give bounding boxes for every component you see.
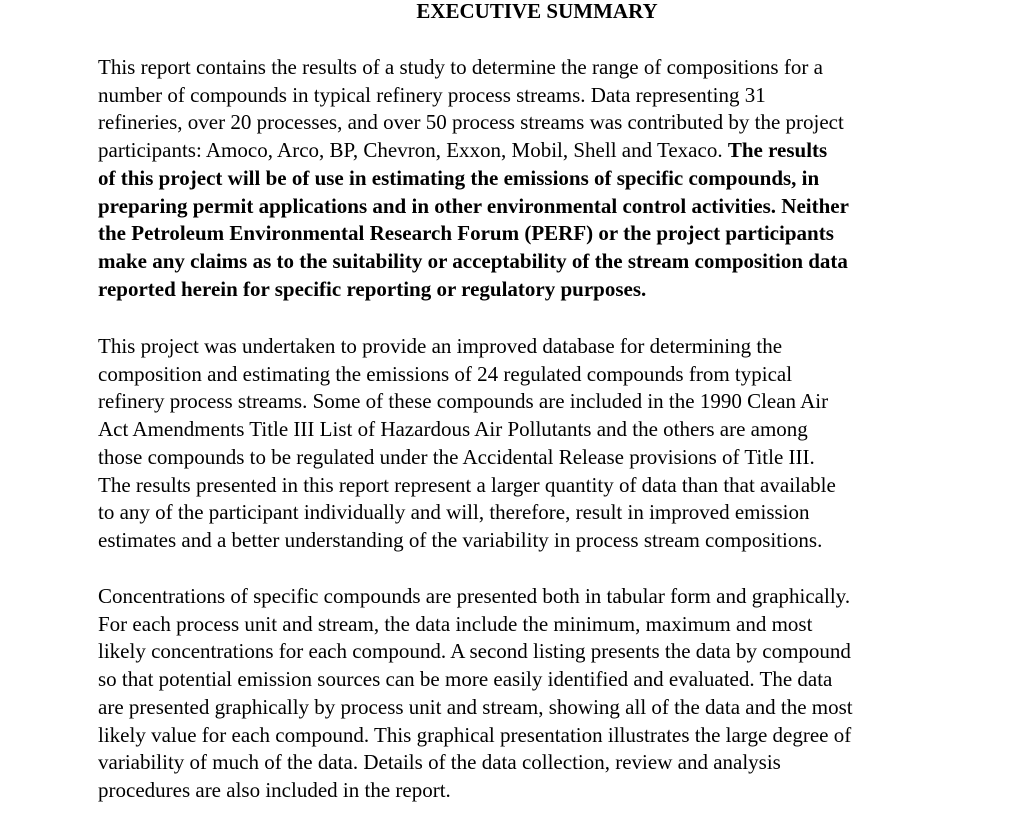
paragraph-line: The results presented in this report represent a larger quantity of data than that available bbox=[98, 472, 836, 497]
paragraph-line: variability of much of the data. Details of the data collection, review and analysis bbox=[98, 750, 781, 775]
paragraph-line: are presented graphically by process unit and stream, showing all of the data and the most bbox=[98, 694, 853, 719]
paragraph-line bbox=[98, 137, 978, 165]
paragraph-line-bold bbox=[98, 193, 978, 221]
paragraph-line: likely concentrations for each compound. A second listing presents the data by compound bbox=[98, 639, 851, 664]
paragraph-text-bold: make any claims as to the suitability or acceptability of the stream composition data bbox=[98, 248, 848, 273]
paragraph-text-bold: the Petroleum Environmental Research Forum (PERF) or the project participants bbox=[98, 221, 834, 246]
paragraph-line-bold bbox=[98, 165, 978, 193]
summary-paragraph-1 bbox=[98, 54, 978, 303]
paragraph-text-bold: reported herein for specific reporting or regulatory purposes. bbox=[98, 276, 647, 301]
paragraph-line: Act Amendments Title III List of Hazardous Air Pollutants and the others are among bbox=[98, 417, 808, 442]
paragraph-text-bold: preparing permit applications and in other environmental control activities. Neither bbox=[98, 193, 849, 218]
paragraph-line: refinery process streams. Some of these compounds are included in the 1990 Clean Air bbox=[98, 389, 829, 414]
paragraph-line-bold bbox=[98, 220, 978, 248]
paragraph-text-regular: participants: Amoco, Arco, BP, Chevron, Exxon, Mobil, Shell and Texaco. bbox=[98, 138, 728, 163]
paragraph-line: number of compounds in typical refinery process streams. Data representing 31 bbox=[98, 82, 766, 107]
paragraph-line: those compounds to be regulated under the Accidental Release provisions of Title III. bbox=[98, 444, 815, 469]
paragraph-line: so that potential emission sources can be more easily identified and evaluated. The data bbox=[98, 667, 833, 692]
paragraph-line-bold bbox=[98, 248, 978, 276]
paragraph-line: This project was undertaken to provide an improved database for determining the bbox=[98, 334, 783, 358]
paragraph-line: composition and estimating the emissions of 24 regulated compounds from typical bbox=[98, 361, 793, 386]
summary-paragraph-3 bbox=[98, 583, 978, 805]
paragraph-line: For each process unit and stream, the data include the minimum, maximum and most bbox=[98, 611, 813, 636]
paragraph-text-bold: The results bbox=[727, 138, 828, 163]
paragraph-line: refineries, over 20 processes, and over 50 process streams was contributed by the project bbox=[98, 110, 844, 135]
paragraph-line: Concentrations of specific compounds are presented both in tabular form and graphically. bbox=[98, 584, 851, 608]
page-title: EXECUTIVE SUMMARY bbox=[416, 0, 658, 23]
paragraph-line: This report contains the results of a study to determine the range of compositions for a bbox=[98, 55, 823, 79]
paragraph-line-bold bbox=[98, 276, 978, 304]
summary-paragraph-2 bbox=[98, 333, 978, 555]
paragraph-line: procedures are also included in the report. bbox=[98, 777, 451, 802]
paragraph-line: to any of the participant individually and will, therefore, result in improved emission bbox=[98, 500, 810, 525]
paragraph-line: likely value for each compound. This graphical presentation illustrates the large degree of bbox=[98, 722, 852, 747]
paragraph-text-bold: of this project will be of use in estimating the emissions of specific compounds, in bbox=[98, 165, 820, 190]
paragraph-line: estimates and a better understanding of the variability in process stream compositions. bbox=[98, 527, 823, 552]
